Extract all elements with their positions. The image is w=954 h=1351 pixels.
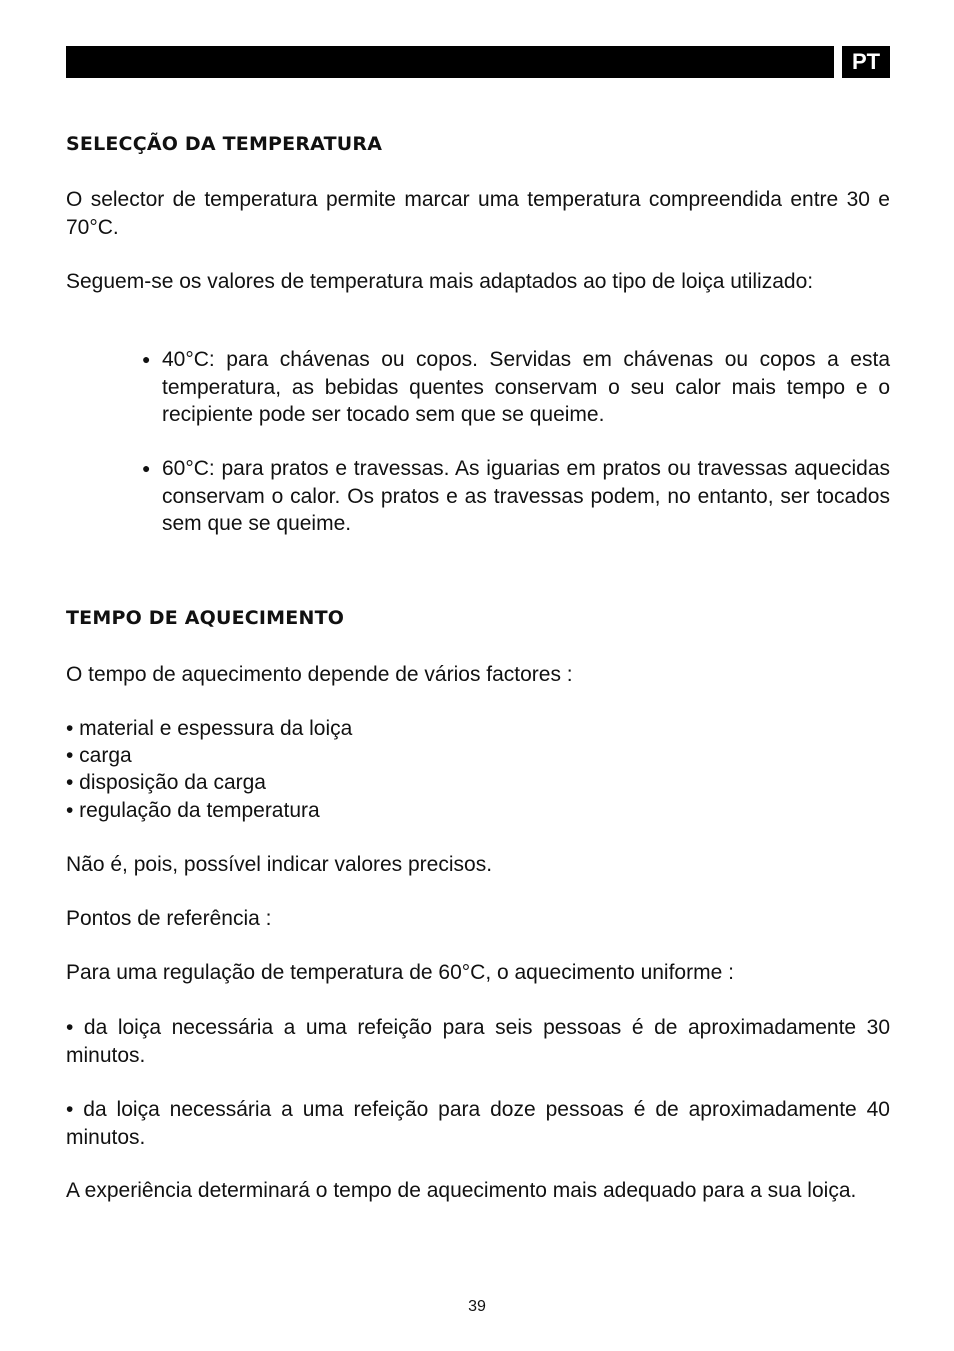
- header-bar: [66, 46, 834, 78]
- paragraph: Não é, pois, possível indicar valores precisos.: [66, 853, 493, 876]
- language-badge: PT: [842, 46, 890, 78]
- list-item: [142, 346, 890, 429]
- paragraph: Seguem-se os valores de temperatura mais adaptados ao tipo de loiça utilizado:: [66, 270, 814, 293]
- paragraph: A experiência determinará o tempo de aquecimento mais adequado para a sua loiça.: [66, 1179, 857, 1202]
- section-title-heating-time: TEMPO DE AQUECIMENTO: [66, 607, 345, 629]
- list-item-text: 40°C: para chávenas ou copos. Servidas em chávenas ou copos a esta temperatura, as bebidas quentes conservam o seu calor mais tempo e o recipiente pode ser tocado sem que se queime.: [162, 348, 890, 426]
- paragraph: Pontos de referência :: [66, 907, 272, 930]
- list-item: [142, 455, 890, 538]
- list-item: • material e espessura da loiça: [66, 717, 353, 740]
- list-item: • disposição da carga: [66, 771, 266, 794]
- page-number: 39: [468, 1298, 486, 1315]
- bullet-icon: ●: [142, 460, 151, 476]
- section-title-temperature: SELECÇÃO DA TEMPERATURA: [66, 133, 383, 155]
- list-item: • regulação da temperatura: [66, 799, 320, 822]
- paragraph: • da loiça necessária a uma refeição para doze pessoas é de aproximadamente 40 minutos.: [66, 1098, 890, 1149]
- paragraph: O tempo de aquecimento depende de vários factores :: [66, 663, 573, 686]
- paragraph: O selector de temperatura permite marcar uma temperatura compreendida entre 30 e 70°C.: [66, 188, 890, 239]
- list-item-text: 60°C: para pratos e travessas. As iguarias em pratos ou travessas aquecidas conservam o calor. Os pratos e as travessas podem, no entanto, ser tocados sem que se queime.: [162, 457, 890, 535]
- paragraph: • da loiça necessária a uma refeição para seis pessoas é de aproximadamente 30 minutos.: [66, 1016, 890, 1067]
- bullet-icon: ●: [142, 351, 151, 367]
- paragraph: Para uma regulação de temperatura de 60°C, o aquecimento uniforme :: [66, 961, 734, 984]
- list-item: • carga: [66, 744, 132, 767]
